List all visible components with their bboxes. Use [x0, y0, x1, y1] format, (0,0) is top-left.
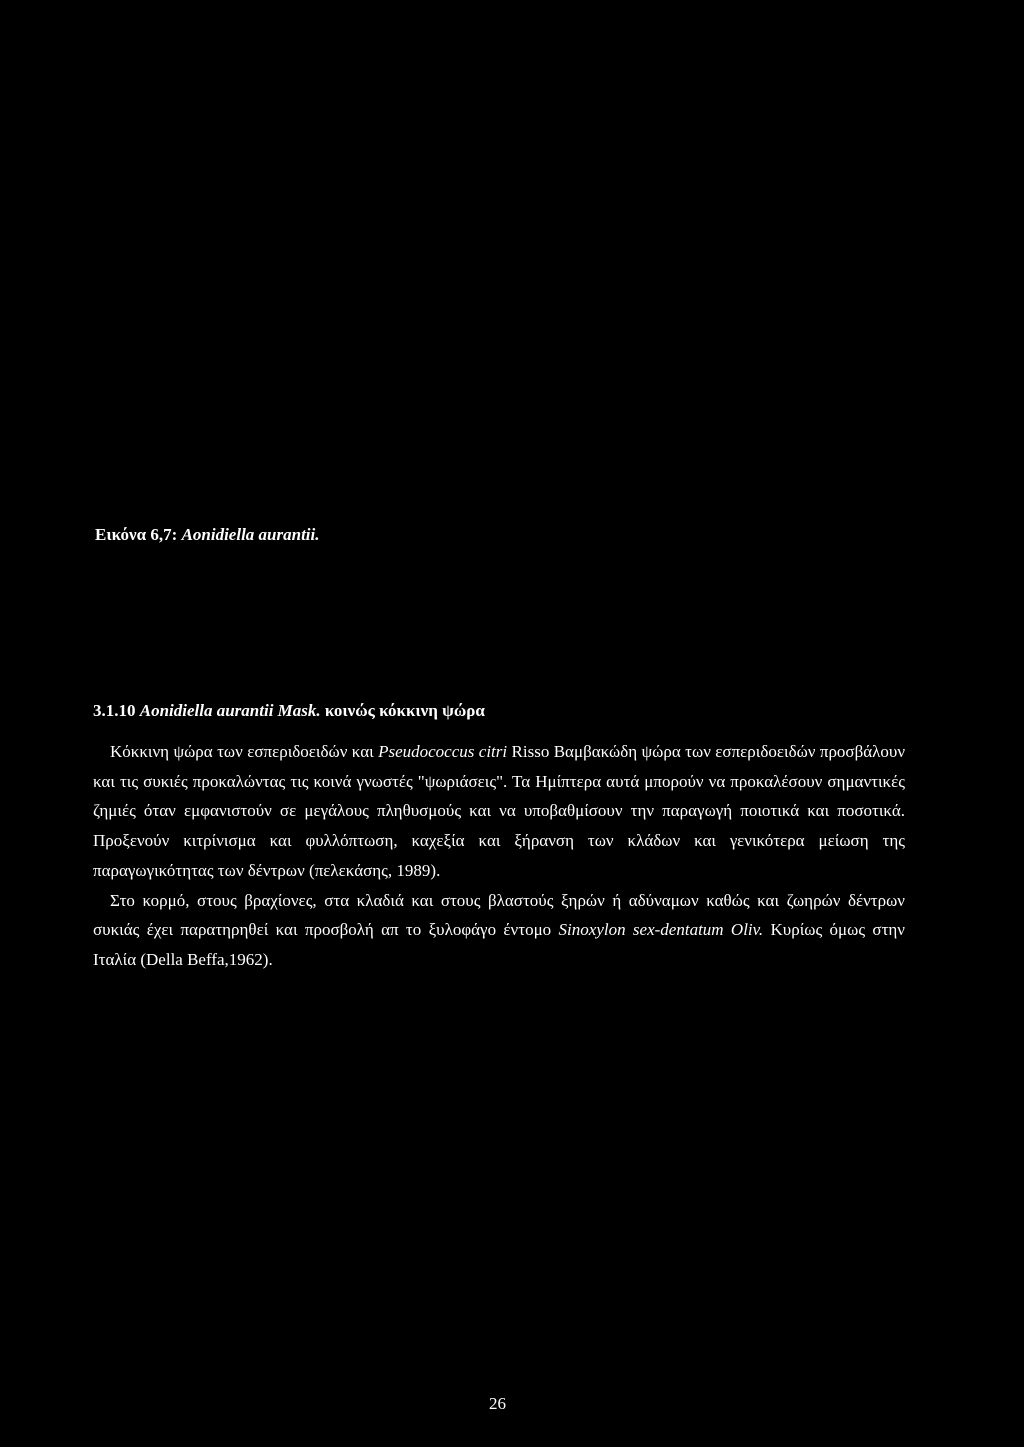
paragraph-1-species: Pseudococcus citri [378, 742, 508, 761]
section-species: Aonidiella aurantii Mask. [139, 701, 321, 720]
page-number: 26 [489, 1394, 506, 1413]
paragraph-2 [93, 886, 905, 975]
paragraph-2-species: Sinoxylon sex-dentatum Oliv. [558, 920, 764, 940]
figure-caption-species: Aonidiella aurantii. [181, 525, 320, 544]
paragraph-1-part-2: Risso Βαμβακώδη ψώρα των εσπεριδοειδών προσβάλουν και τις συκιές προκαλώντας τις κοινά γνωστές "ψωριάσεις". Τα Ημίπτερα αυτά μπορούν να προκαλέσουν σημαντικές ζημιές όταν εμφανιστούν σε μεγάλους πληθυσμούς και να υποβαθμίσουν την παραγωγή ποιοτικά και ποσοτικά. Προξενούν κιτρίνισμα και φυλλόπτωση, καχεξία και ξήρανση των κλάδων και γενικότερα μείωση της παραγωγικότητας των δέντρων (πελεκάσης, 1989). [93, 742, 905, 880]
paragraph-2-part-1: Στο κορμό, στους βραχίονες, στα κλαδιά και στους βλαστούς ξηρών ή αδύναμων καθώς και ζωηρών δέντρων συκιάς έχει παρατηρηθεί και προσβολή απ το ξυλοφάγο έντομο [93, 890, 905, 940]
section-number: 3.1.10 [93, 701, 140, 720]
paragraph-1 [93, 737, 905, 886]
section-common-name: κοινώς κόκκινη ψώρα [320, 701, 485, 720]
body-text [93, 737, 905, 975]
figure-caption [95, 525, 320, 545]
figure-caption-label: Εικόνα 6,7: [95, 525, 182, 544]
paragraph-1-part-1: Κόκκινη ψώρα των εσπεριδοειδών και [110, 742, 379, 761]
paragraph-2-part-2: Κυρίως όμως στην Ιταλία (Della Beffa,1962). [93, 920, 905, 969]
section-heading [93, 701, 485, 721]
